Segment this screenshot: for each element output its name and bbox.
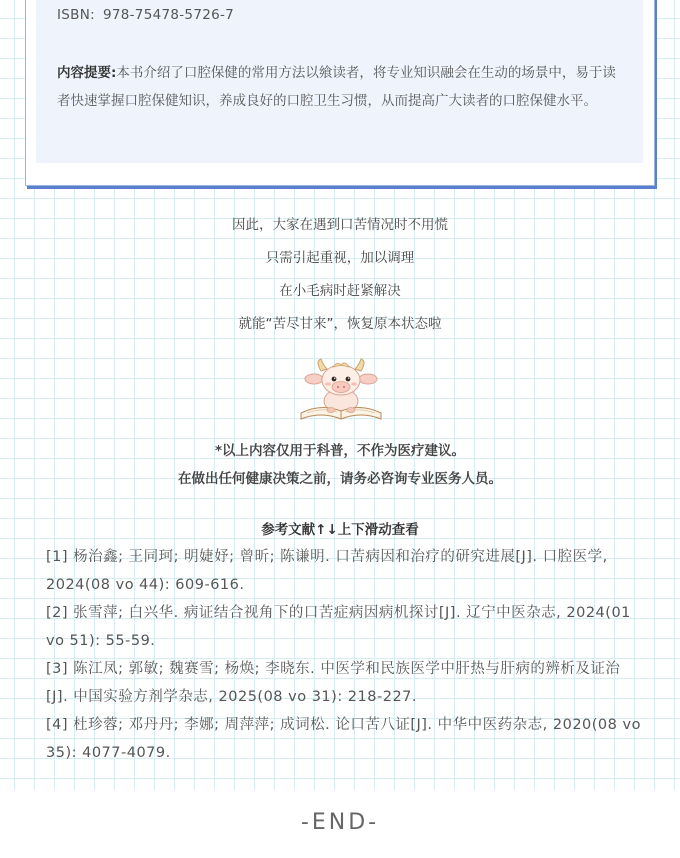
isbn-value: 978-75478-5726-7 bbox=[102, 7, 235, 23]
references-list[interactable] bbox=[46, 543, 642, 767]
medical-disclaimer bbox=[0, 438, 680, 494]
book-info-panel bbox=[36, 0, 643, 163]
isbn-label: ISBN: bbox=[57, 7, 95, 23]
reference-item: [1] 杨治鑫; 王同珂; 明婕妤; 曾昕; 陈谦明. 口苦病因和治疗的研究进展[J]. 口腔医学, 2024(08 vo 44): 609-616. bbox=[46, 549, 608, 593]
end-marker: -END- bbox=[300, 810, 380, 835]
cow-reading-book-icon bbox=[291, 357, 391, 423]
summary-text: 本书介绍了口腔保健的常用方法以飨读者，将专业知识融会在生动的场景中，易于读者快速掌握口腔保健知识，养成良好的口腔卫生习惯，从而提高广大读者的口腔保健水平。 bbox=[57, 65, 616, 109]
closing-message bbox=[0, 213, 680, 345]
closing-line: 只需引起重视，加以调理 bbox=[265, 250, 415, 266]
book-info-card bbox=[25, 0, 655, 186]
disclaimer-line: *以上内容仅用于科普，不作为医疗建议。 bbox=[214, 443, 466, 459]
reference-item: [3] 陈江凤; 郭敏; 魏赛雪; 杨焕; 李晓东. 中医学和民族医学中肝热与肝病的辨析及证治[J]. 中国实验方剂学杂志, 2025(08 vo 31): 218-227. bbox=[46, 661, 621, 705]
summary-label: 内容提要: bbox=[57, 65, 117, 81]
reference-item: [2] 张雪萍; 白兴华. 病证结合视角下的口苦症病因病机探讨[J]. 辽宁中医杂志, 2024(01 vo 51): 55-59. bbox=[46, 605, 631, 649]
book-summary bbox=[57, 59, 629, 115]
closing-line: 在小毛病时赶紧解决 bbox=[279, 283, 401, 299]
reference-item: [4] 杜珍蓉; 邓丹丹; 李娜; 周萍萍; 成词松. 论口苦八证[J]. 中华中医药杂志, 2020(08 vo 35): 4077-4079. bbox=[46, 717, 641, 761]
disclaimer-line: 在做出任何健康决策之前，请务必咨询专业医务人员。 bbox=[178, 471, 502, 487]
closing-line: 因此，大家在遇到口苦情况时不用慌 bbox=[232, 217, 448, 233]
isbn-line bbox=[57, 7, 234, 23]
references-title: 参考文献↑↓上下滑动查看 bbox=[261, 522, 419, 538]
closing-line: 就能“苦尽甘来”，恢复原本状态啦 bbox=[238, 316, 442, 332]
